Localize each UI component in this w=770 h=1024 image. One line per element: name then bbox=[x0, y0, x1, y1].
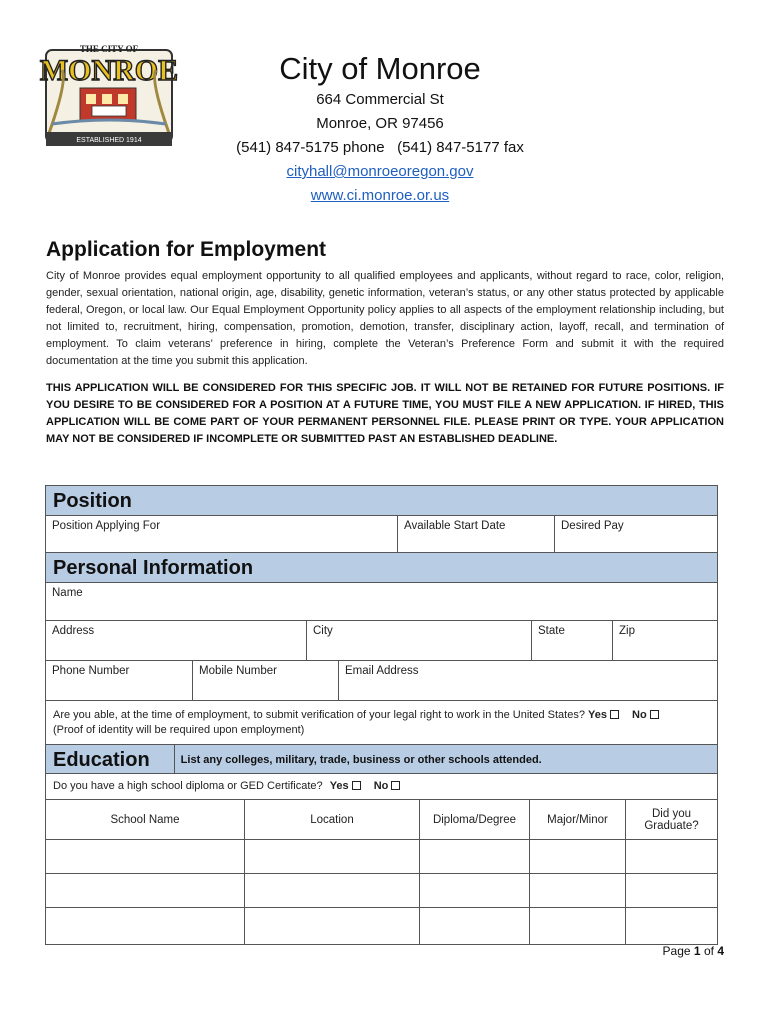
column-diploma-degree: Diploma/Degree bbox=[420, 800, 530, 839]
contact-row bbox=[46, 661, 717, 701]
verification-no-checkbox[interactable] bbox=[650, 710, 659, 719]
seal-top-text: THE CITY OF bbox=[79, 44, 139, 54]
table-row bbox=[46, 840, 717, 874]
address-row bbox=[46, 621, 717, 661]
location-cell[interactable] bbox=[245, 874, 420, 907]
address-field[interactable]: Address bbox=[46, 621, 307, 660]
position-applying-field[interactable]: Position Applying For bbox=[46, 516, 398, 552]
employment-form bbox=[45, 485, 718, 945]
application-title: Application for Employment bbox=[46, 238, 327, 261]
school-name-cell[interactable] bbox=[46, 840, 245, 873]
graduated-cell[interactable] bbox=[626, 908, 717, 944]
available-start-date-field[interactable]: Available Start Date bbox=[398, 516, 555, 552]
position-section-header bbox=[46, 486, 717, 516]
diploma-question: Do you have a high school diploma or GED Certificate? bbox=[53, 780, 323, 792]
verification-yes-checkbox[interactable] bbox=[610, 710, 619, 719]
location-cell[interactable] bbox=[245, 908, 420, 944]
education-subheading: List any colleges, military, trade, business or other schools attended. bbox=[174, 745, 542, 773]
city-field[interactable]: City bbox=[307, 621, 532, 660]
website-link[interactable]: www.ci.monroe.or.us bbox=[310, 187, 450, 204]
name-field[interactable]: Name bbox=[52, 587, 83, 599]
position-heading: Position bbox=[53, 490, 132, 512]
school-name-cell[interactable] bbox=[46, 874, 245, 907]
email-address-field[interactable]: Email Address bbox=[345, 665, 419, 677]
city-title: City of Monroe bbox=[279, 51, 481, 86]
diploma-degree-cell[interactable] bbox=[420, 874, 530, 907]
page-number: Page 1 of 4 bbox=[662, 944, 724, 958]
total-pages: 4 bbox=[717, 944, 724, 958]
verification-question: Are you able, at the time of employment, to submit verification of your legal right to work in the United States? bbox=[53, 709, 585, 721]
work-verification-row bbox=[46, 701, 717, 745]
graduated-cell[interactable] bbox=[626, 840, 717, 873]
mobile-number-field[interactable]: Mobile Number bbox=[193, 661, 339, 700]
current-page: 1 bbox=[693, 944, 701, 958]
email-link[interactable]: cityhall@monroeoregon.gov bbox=[286, 163, 474, 180]
column-major-minor: Major/Minor bbox=[530, 800, 626, 839]
diploma-question-row bbox=[46, 774, 717, 800]
city-header bbox=[180, 50, 580, 208]
city-state-zip: Monroe, OR 97456 bbox=[316, 115, 444, 132]
school-name-cell[interactable] bbox=[46, 908, 245, 944]
verification-no-label: No bbox=[632, 709, 647, 721]
city-seal-logo bbox=[38, 40, 180, 158]
name-row bbox=[46, 583, 717, 621]
application-notice: THIS APPLICATION WILL BE CONSIDERED FOR THIS SPECIFIC JOB. IT WILL NOT BE RETAINED FOR FUTURE POSITIONS. IF YOU DESIRE TO BE CONSIDERED FOR A POSITION AT A FUTURE TIME, YOU MUST FILE A NEW APPLICATION. IF HIRED, THIS APPLICATION WILL BE COME PART OF YOUR PERMANENT PERSONNEL FILE. PLEASE PRINT OR TYPE. YOUR APPLICATION MAY NOT BE CONSIDERED IF INCOMPLETE OR SUBMITTED PAST AN ESTABLISHED DEADLINE. bbox=[46, 382, 724, 445]
diploma-degree-cell[interactable] bbox=[420, 840, 530, 873]
phone-number-field[interactable]: Phone Number bbox=[46, 661, 193, 700]
major-minor-cell[interactable] bbox=[530, 908, 626, 944]
eeo-statement: City of Monroe provides equal employment opportunity to all qualified employees and applicants, without regard to race, color, religion, gender, sexual orientation, national origin, age, disability, genetic information, veteran’s status, or any other status protected by applicable federal, Oregon, or local law. Our Equal Employment Opportunity policy applies to all aspects of the employment relationship including, but not limited to, recruitment, hiring, compensation, promotion, demotion, transfer, disciplinary action, layoff, recall, and termination of employment. To claim veterans’ preference in hiring, complete the Veteran’s Preference Form and submit it with the required documentation at the time you submit this application. bbox=[46, 270, 724, 367]
street-address: 664 Commercial St bbox=[316, 91, 444, 108]
diploma-yes-checkbox[interactable] bbox=[352, 781, 361, 790]
column-location: Location bbox=[245, 800, 420, 839]
personal-heading: Personal Information bbox=[53, 557, 254, 579]
verification-yes-label: Yes bbox=[588, 709, 607, 721]
phone-fax: (541) 847-5175 phone (541) 847-5177 fax bbox=[236, 139, 524, 156]
education-section-header bbox=[46, 745, 717, 774]
position-row bbox=[46, 516, 717, 553]
zip-field[interactable]: Zip bbox=[619, 625, 635, 637]
location-cell[interactable] bbox=[245, 840, 420, 873]
desired-pay-field[interactable]: Desired Pay bbox=[561, 520, 624, 532]
diploma-no-checkbox[interactable] bbox=[391, 781, 400, 790]
state-field[interactable]: State bbox=[532, 621, 613, 660]
personal-section-header bbox=[46, 553, 717, 583]
education-table-header bbox=[46, 800, 717, 840]
table-row bbox=[46, 874, 717, 908]
table-row bbox=[46, 908, 717, 944]
seal-bottom-text: ESTABLISHED 1914 bbox=[76, 137, 142, 144]
graduated-cell[interactable] bbox=[626, 874, 717, 907]
column-graduated: Did you Graduate? bbox=[644, 807, 699, 832]
verification-note: (Proof of identity will be required upon employment) bbox=[53, 724, 305, 736]
diploma-yes-label: Yes bbox=[329, 780, 349, 792]
education-heading: Education bbox=[53, 749, 150, 771]
seal-name-text: MONROE bbox=[39, 54, 179, 87]
column-school-name: School Name bbox=[46, 800, 245, 839]
diploma-no-label: No bbox=[373, 780, 389, 792]
major-minor-cell[interactable] bbox=[530, 840, 626, 873]
diploma-degree-cell[interactable] bbox=[420, 908, 530, 944]
major-minor-cell[interactable] bbox=[530, 874, 626, 907]
